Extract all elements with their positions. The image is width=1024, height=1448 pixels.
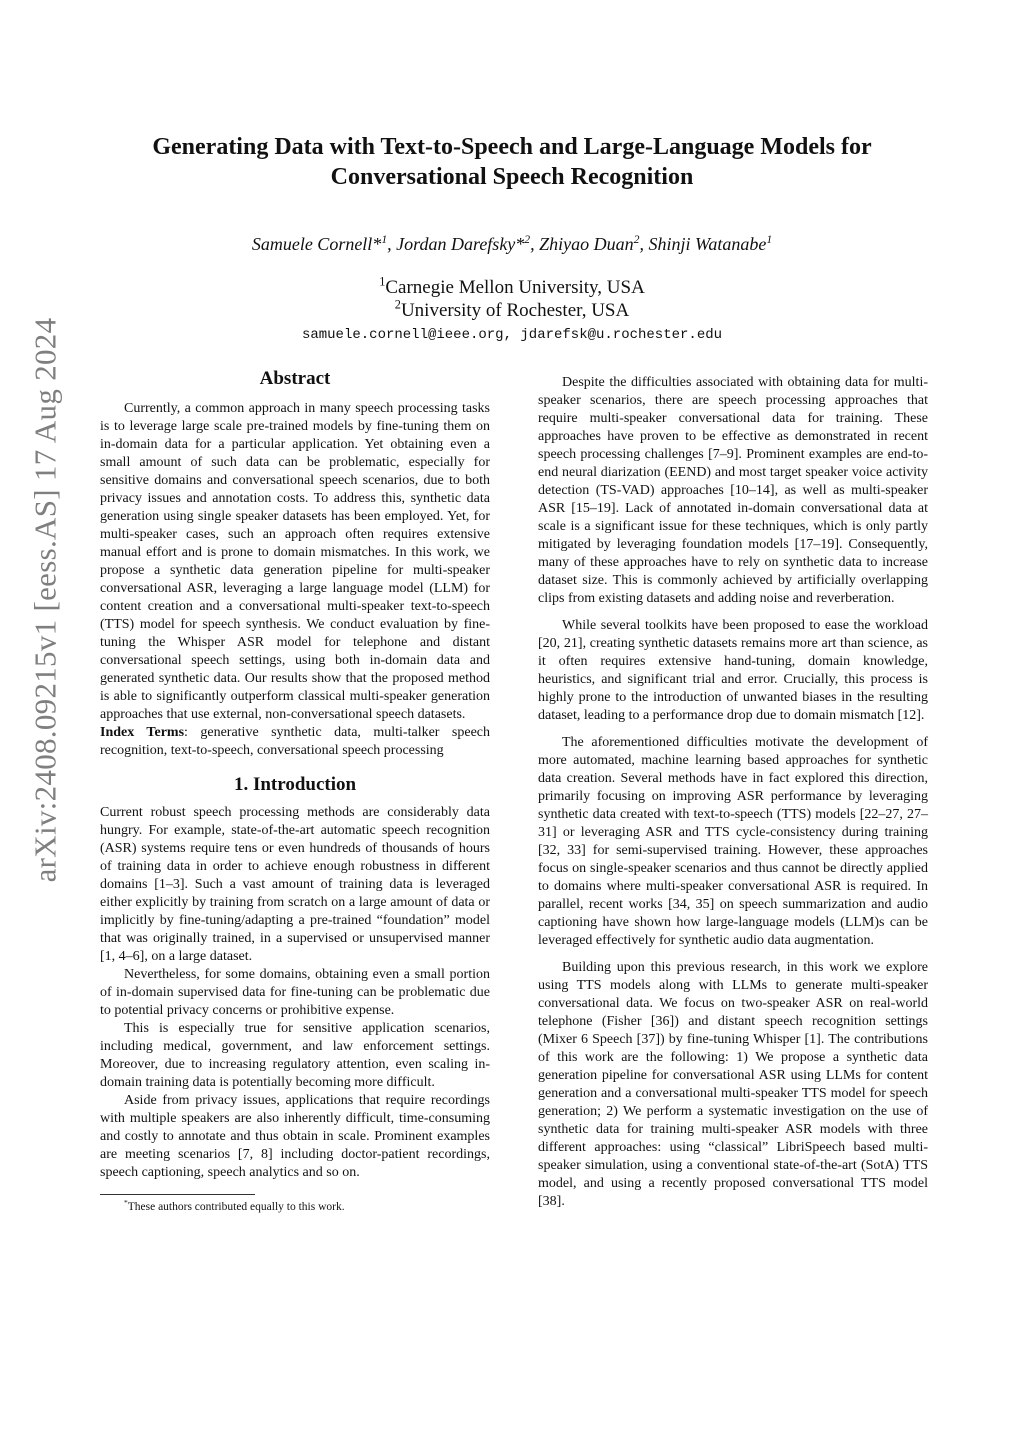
author-affiliation-mark: 1 [381,233,388,246]
author-list: Samuele Cornell*$^1$, Jordan Darefsky*$^2$, Zhiyao Duan$^2$, Shinji Watanabe$^1$ [251,233,773,254]
abstract-text: Currently, a common approach in many speech processing tasks is to leverage large scale pre-trained models by fine-tuning them on in-domain data for a particular application. Yet obtaining even a small amount of such data can be problematic, especially for sensitive domains and conversational speech scenarios, due to both privacy issues and annotation costs. To address this, synthetic data generation using single speaker datasets has been employed. Yet, for multi-speaker cases, such an approach often requires extensive manual effort and is prone to domain mismatches. In this work, we propose a synthetic data generation pipeline for multi-speaker conversational ASR, leveraging a large language model (LLM) for content creation and a conversational multi-speaker text-to-speech (TTS) model for speech synthesis. We conduct evaluation by fine-tuning the Whisper ASR model for telephone and distant conversational speech settings, using both in-domain data and generated synthetic data. Our results show that the proposed method is able to significantly outperform classical multi-speaker generation approaches that use external, non-conversational speech datasets. [100,401,490,722]
paper-title-line-1: Generating Data with Text-to-Speech and Large-Language Models for [152,134,872,160]
affiliations [100,276,924,322]
author-affiliation-mark: 1 [766,233,773,246]
intro-paragraph: Current robust speech processing methods are considerably data hungry. For example, state-of-the-art automatic speech recognition (ASR) systems require tens or even hundreds of thousands of hours of training data in order to achieve enough robustness in different domains [1–3]. Such a vast amount of training data is leveraged either explicitly by training from scratch on a large amount of data or implicitly by fine-tuning/adapting a pre-trained “foundation” model that was originally trained, in a supervised or unsupervised manner [1, 4–6], on a large dataset. [100,805,490,964]
footnote [100,1200,490,1214]
footnote-mark: * [124,1198,128,1208]
paper-title [100,132,924,192]
introduction-heading: 1. Introduction [233,774,357,795]
index-terms-text: : generative synthetic data, multi-talker speech recognition, text-to-speech, conversational speech processing [100,725,490,758]
affiliation-line: $^2$University of Rochester, USA [394,297,630,321]
intro-paragraph: Aside from privacy issues, applications that require recordings with multiple speakers are also inherently difficult, time-consuming and costly to annotate and thus obtain in scale. Prominent examples are meeting scenarios [7, 8] including doctor-patient recordings, speech captioning, speech analytics and so on. [100,1093,490,1180]
author-name: Shinji Watanabe [648,234,767,254]
footnote-text: These authors contributed equally to this work. [127,1201,345,1213]
left-column [100,370,490,1214]
paper-title-line-2: Conversational Speech Recognition [330,164,694,190]
body-paragraph: While several toolkits have been proposed to ease the workload [20, 21], creating synthetic datasets remains more art than science, as it often requires extensive hand-tuning, domain knowledge, heuristics, and significant trial and error. Crucially, this process is highly prone to the introduction of unwanted biases in the resulting dataset, leading to a performance drop due to domain mismatch [12]. [538,618,928,723]
arxiv-identifier: arXiv:2408.09215v1 [eess.AS] 17 Aug 2024 [27,317,63,883]
body-paragraph: Building upon this previous research, in this work we explore using TTS models along with LLMs to generate multi-speaker conversational data. We focus on two-speaker ASR on real-world telephone (Fisher [36]) and distant speech recognition settings (Mixer 6 Speech [37]) by fine-tuning Whisper [1]. The contributions of this work are the following: 1) We propose a synthetic data generation pipeline for conversational ASR using LLMs for content generation and a conversational multi-speaker TTS model for speech generation; 2) We perform a systematic investigation on the use of synthetic data for training multi-speaker ASR models with three different approaches: using “classical” LibriSpeech based multi-speaker simulation, using a conventional state-of-the-art (SotA) TTS model, and using a recently proposed conversational TTS model [38]. [538,960,928,1209]
index-terms [100,724,490,760]
author-name: Jordan Darefsky* [396,234,525,254]
author-name: Zhiyao Duan [539,234,634,254]
arxiv-sidebar-stamp [16,160,74,1040]
intro-paragraph: Nevertheless, for some domains, obtaining even a small portion of in-domain supervised data for fine-tuning can be problematic due to potential privacy concerns or prohibitive expense. [100,967,490,1018]
author-name: Samuele Cornell* [251,234,382,254]
body-paragraph: Despite the difficulties associated with obtaining data for multi-speaker scenarios, there are speech processing approaches that require multi-speaker conversational data for training. These approaches have proven to be effective as demonstrated in recent speech processing challenges [7–9]. Prominent examples are end-to-end neural diarization (EEND) and most target speaker voice activity detection (TS-VAD) approaches [10–14], as well as multi-speaker ASR [15–19]. Lack of annotated in-domain conversational data at scale is a significant issue for these techniques, which is only partly mitigated by leveraging foundation models [17–19]. Consequently, many of these approaches have to rely on synthetic data to increase dataset size. This is commonly achieved by artificially overlapping clips from existing datasets and adding noise and reverberation. [538,375,928,606]
body-paragraph: The aforementioned difficulties motivate the development of more automated, machine learning based approaches for synthetic data creation. Several methods have in fact explored this direction, primarily focusing on improving ASR performance by leveraging synthetic data created with text-to-speech (TTS) models [22–27, 27–31] or leveraging ASR and TTS cycle-consistency during training [32, 33] for semi-supervised training. However, these approaches focus on single-speaker scenarios and thus cannot be directly applied to domains where multi-speaker conversational ASR is required. In parallel, recent works [34, 35] on speech summarization and audio captioning have shown how large-language models (LLM)s can be leveraged effectively for synthetic audio data augmentation. [538,735,928,948]
author-affiliation-mark: 2 [633,233,640,246]
footnote-rule [100,1194,255,1195]
index-terms-label: Index Terms [100,725,185,740]
intro-paragraph: This is especially true for sensitive application scenarios, including medical, government, and law enforcement settings. Moreover, due to increasing regulatory attention, even scaling in-domain training data is potentially becoming more difficult. [100,1021,490,1090]
author-affiliation-mark: 2 [524,233,531,246]
affiliation-line: $^1$Carnegie Mellon University, USA [379,274,645,298]
abstract-heading: Abstract [259,368,331,389]
right-column [538,374,928,1211]
author-emails: samuele.cornell@ieee.org, jdarefsk@u.rochester.edu [301,327,723,343]
